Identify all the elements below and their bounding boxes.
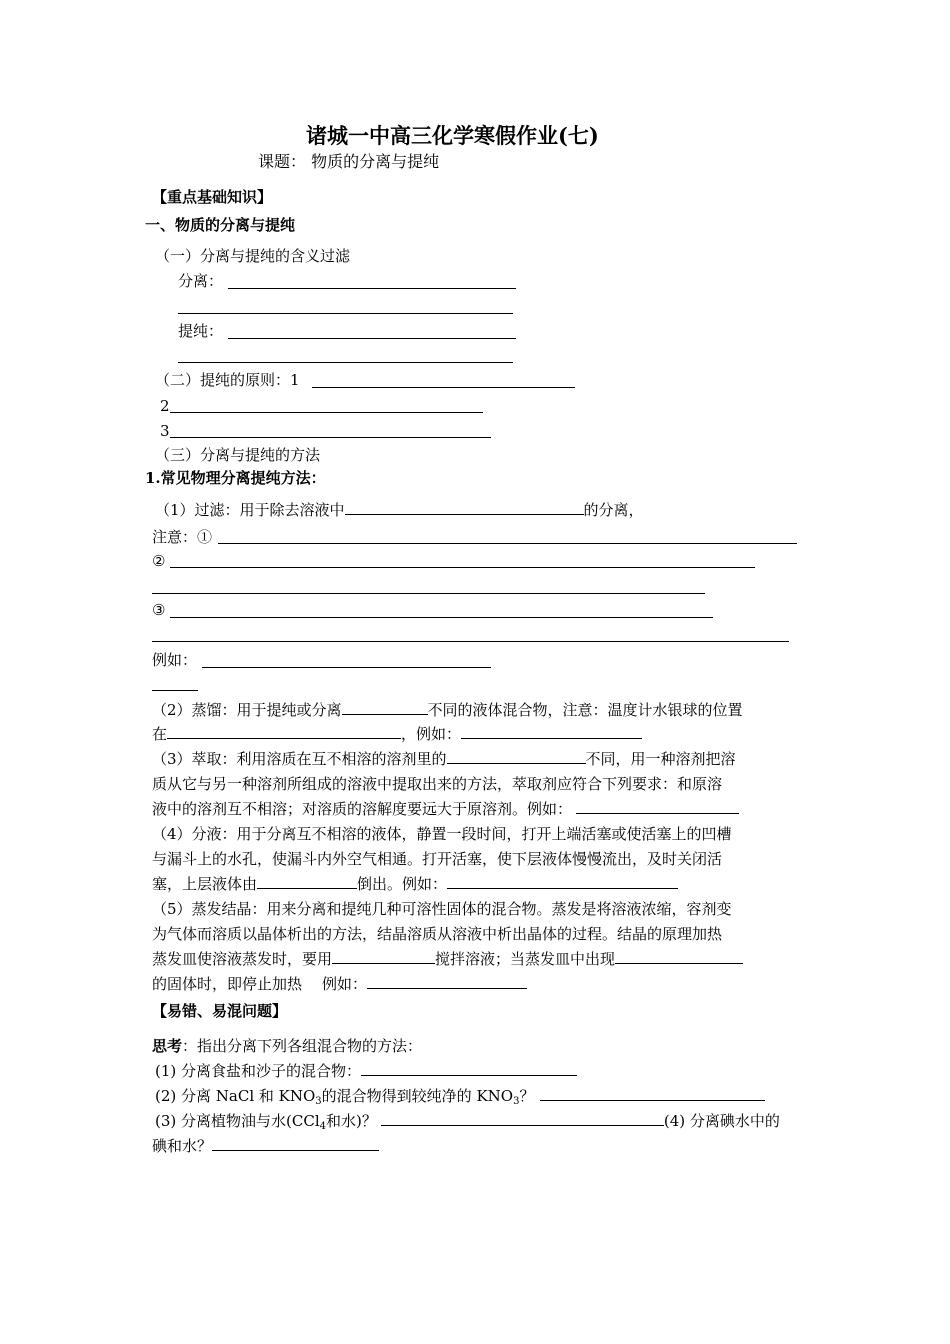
extract-text-d: 液中的溶剂互不相溶；对溶质的溶解度要远大于原溶剂。例如： (152, 800, 573, 818)
extract-line-1 (152, 749, 736, 769)
separatory-line-3 (152, 874, 678, 894)
separatory-text-d: 倒出。例如： (357, 875, 448, 893)
principle-blank-3[interactable] (170, 437, 491, 438)
question-1-text: (1) 分离食盐和沙子的混合物： (155, 1062, 362, 1080)
separatory-blank-1[interactable] (257, 874, 357, 889)
evaporate-line-4 (152, 974, 527, 994)
filter-text-b: 的分离， (583, 501, 644, 519)
purify-blank-1[interactable] (228, 338, 516, 339)
filter-line (155, 500, 644, 520)
purify-blank-2[interactable] (178, 362, 513, 363)
note-blank-1[interactable] (218, 543, 797, 544)
distill-text-a: （2）蒸馏：用于提纯或分离 (152, 701, 342, 719)
purify-label: 提纯： (178, 322, 224, 340)
question-3-blank[interactable] (381, 1111, 664, 1126)
filter-blank[interactable] (345, 500, 584, 515)
distill-line-2 (152, 724, 642, 744)
question-2-blank[interactable] (540, 1086, 765, 1101)
subsection-3: （三）分离与提纯的方法 (155, 446, 321, 464)
extract-blank-1[interactable] (447, 749, 586, 764)
heading-separation: 一、物质的分离与提纯 (145, 216, 296, 234)
filter-example-blank[interactable] (202, 667, 491, 668)
note-blank-2b[interactable] (152, 593, 705, 594)
question-2-sub-b: 3 (513, 1096, 520, 1107)
principle-3-number: 3 (160, 422, 170, 440)
note-blank-3[interactable] (170, 617, 713, 618)
separate-blank-2[interactable] (178, 313, 513, 314)
think-label: 思考 (152, 1037, 183, 1055)
subject-line: 课题： 物质的分离与提纯 (258, 152, 440, 171)
evaporate-text-d: 搅拌溶液；当蒸发皿中出现 (435, 950, 616, 968)
question-4-text-a: (4) 分离碘水中的 (663, 1112, 780, 1130)
subsection-1: （一）分离与提纯的含义过滤 (155, 247, 351, 265)
question-3-sub: 4 (319, 1121, 326, 1132)
question-4-blank[interactable] (212, 1136, 379, 1151)
filter-example-blank-2[interactable] (152, 690, 198, 691)
question-2-text-c: ？ (519, 1087, 535, 1105)
extract-text-a: （3）萃取：利用溶质在互不相溶的溶剂里的 (152, 750, 447, 768)
separate-label: 分离： (178, 272, 224, 290)
question-2-text-b: 的混合物得到较纯净的 KNO (321, 1087, 514, 1105)
distill-line-1 (152, 700, 743, 720)
evaporate-blank-3[interactable] (367, 974, 527, 989)
question-2 (155, 1086, 765, 1112)
distill-blank-2[interactable] (167, 724, 401, 739)
subsection-2: （二）提纯的原则：1 (155, 371, 300, 389)
separatory-blank-2[interactable] (447, 874, 678, 889)
principle-blank-1[interactable] (312, 387, 575, 388)
question-2-text-a: (2) 分离 NaCl 和 KNO (155, 1087, 316, 1105)
question-1-blank[interactable] (361, 1061, 577, 1076)
evaporate-text-f: 例如： (322, 975, 368, 993)
question-1 (155, 1061, 577, 1081)
principle-2-number: 2 (160, 397, 170, 415)
heading-physical-methods: 1.常见物理分离提纯方法： (145, 469, 326, 487)
distill-text-c: 在 (152, 725, 168, 743)
evaporate-line-3 (152, 949, 743, 969)
distill-text-b: 不同的液体混合物，注意：温度计水银球的位置 (427, 701, 743, 719)
note-label: 注意：① (152, 528, 213, 546)
note-circle-3: ③ (152, 601, 166, 619)
question-3-text-b: 和水)？ (326, 1112, 377, 1130)
separate-blank-1[interactable] (228, 288, 516, 289)
distill-blank-3[interactable] (461, 724, 642, 739)
question-4 (152, 1136, 379, 1156)
principle-blank-2[interactable] (170, 412, 483, 413)
evaporate-text-c: 蒸发皿使溶液蒸发时，要用 (152, 950, 333, 968)
question-4-text-b: 碘和水？ (152, 1137, 213, 1155)
filter-example-label: 例如： (152, 651, 198, 669)
note-circle-2: ② (152, 552, 166, 570)
separatory-line-1: （4）分液：用于分离互不相溶的液体，静置一段时间，打开上端活塞或使活塞上的凹槽 (152, 825, 732, 843)
think-text: ：指出分离下列各组混合物的方法： (182, 1037, 423, 1055)
extract-line-3 (152, 799, 739, 819)
question-3 (155, 1111, 780, 1137)
extract-blank-2[interactable] (576, 799, 739, 814)
section-key-knowledge: 【重点基础知识】 (152, 188, 273, 206)
evaporate-blank-2[interactable] (615, 949, 743, 964)
page-title: 诸城一中高三化学寒假作业(七) (306, 123, 599, 148)
distill-text-d: ，例如： (401, 725, 462, 743)
separatory-text-c: 塞，上层液体由 (152, 875, 258, 893)
question-2-sub-a: 3 (315, 1096, 322, 1107)
extract-text-b: 不同，用一种溶剂把溶 (585, 750, 736, 768)
note-blank-2[interactable] (170, 567, 755, 568)
question-3-text-a: (3) 分离植物油与水(CCl (155, 1112, 320, 1130)
filter-text-a: （1）过滤：用于除去溶液中 (155, 501, 345, 519)
evaporate-blank-1[interactable] (332, 949, 435, 964)
evaporate-line-1: （5）蒸发结晶：用来分离和提纯几种可溶性固体的混合物。蒸发是将溶液浓缩，容剂变 (152, 900, 732, 918)
evaporate-text-e: 的固体时，即停止加热 (152, 975, 303, 993)
note-blank-3b[interactable] (152, 641, 789, 642)
evaporate-line-2: 为气体而溶质以晶体析出的方法，结晶溶质从溶液中析出晶体的过程。结晶的原理加热 (152, 925, 723, 943)
think-line (152, 1036, 422, 1056)
extract-line-2: 质从它与另一种溶剂所组成的溶液中提取出来的方法，萃取剂应符合下列要求：和原溶 (152, 775, 723, 793)
distill-blank-1[interactable] (342, 700, 428, 715)
separatory-line-2: 与漏斗上的水孔，使漏斗内外空气相通。打开活塞，使下层液体慢慢流出，及时关闭活 (152, 850, 723, 868)
section-errors: 【易错、易混问题】 (152, 1002, 288, 1020)
